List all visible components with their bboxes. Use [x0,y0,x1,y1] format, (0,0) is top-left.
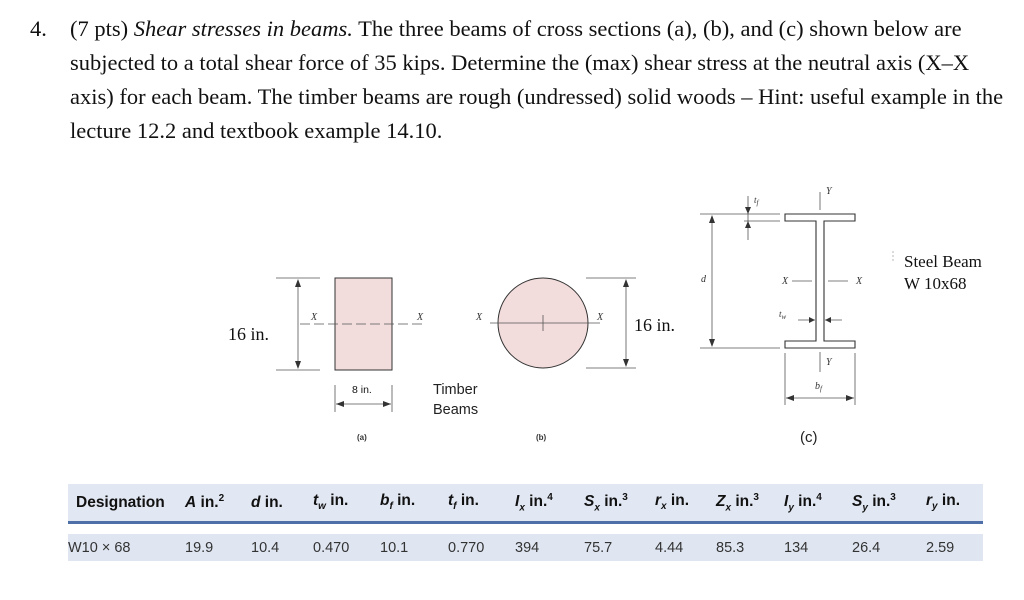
problem-title: Shear stresses in beams. [133,16,353,41]
section-properties-table [68,484,983,561]
label-a: (a) [357,433,367,442]
table-cell: 2.59 [926,539,955,556]
steel-caption-line2: W 10x68 [904,274,967,293]
column-header: $Z_x$ in.$^3$ [716,491,759,514]
axis-label-x-left-a: X [311,312,318,323]
axis-label-x-right-a: X [417,312,424,323]
table-row [68,534,983,561]
column-header: $r_y$ in. [926,492,960,513]
column-header: A in.$^2$ [185,492,225,512]
table-cell: 10.4 [251,539,280,556]
axis-label-x-right-c: X [856,276,863,287]
tw-label-sub: w [781,313,787,321]
beam-a-section [228,278,425,442]
table-cell: 4.44 [655,539,684,556]
circle-diameter-label: 16 in. [634,315,676,335]
svg-text:tw [779,309,787,321]
table-cell: 394 [515,539,540,556]
problem-text: The three beams of cross sections (a), (b), and (c) shown below are subjected to a total shear force of 35 kips. Determine the (max) shear stress at the neutral axis (X–X axis) for each beam. The timber beams are rough (undressed) solid woods – Hint: useful example in the lecture 12.2 and textbook example 14.10. [70,16,1004,143]
axis-label-y-top: Y [826,186,832,197]
axis-label-y-bottom: Y [826,357,832,368]
timber-width-label: 8 in. [352,384,372,396]
timber-height-label: 16 in. [228,324,270,344]
column-header: $r_x$ in. [655,492,689,513]
table-cell: 134 [784,539,809,556]
timber-caption-line2: Beams [433,402,479,418]
problem-number: 4. [30,16,47,41]
column-header: $S_x$ in.$^3$ [584,491,628,514]
table-cell: 26.4 [852,539,881,556]
table-cell: 0.770 [448,539,485,556]
column-header: $b_f$ in. [380,492,416,513]
axis-label-x-left-b: X [476,312,483,323]
column-header: $S_y$ in.$^3$ [852,491,896,514]
beam-c-section [700,186,863,446]
column-header: $I_y$ in.$^4$ [784,491,822,514]
svg-text:bf [815,381,823,393]
tw-label: t [779,309,782,319]
axis-label-x-left-c: X [782,276,789,287]
problem-points: (7 pts) [70,16,129,41]
table-cell: 10.1 [380,539,409,556]
table-cell: 19.9 [185,539,214,556]
depth-label: d [701,274,706,285]
column-header: $t_w$ in. [313,492,349,513]
tf-label: t [754,195,757,205]
bf-label-sub: f [820,385,822,393]
column-header: $I_x$ in.$^4$ [515,491,553,514]
beam-b-section [475,278,675,442]
label-b: (b) [536,433,547,442]
column-header: Designation [76,493,165,511]
svg-text:tf [754,195,760,207]
column-header: $t_f$ in. [448,492,479,513]
timber-caption-line1: Timber [433,382,478,398]
table-cell: 75.7 [584,539,613,556]
table-cell: W10 × 68 [68,539,131,556]
tf-label-sub: f [756,199,759,207]
column-header: d in. [251,493,283,511]
label-c: (c) [800,429,818,446]
table-cell: 0.470 [313,539,350,556]
axis-label-x-right-b: X [597,312,604,323]
table-cell: 85.3 [716,539,745,556]
bf-label: b [815,381,820,392]
steel-caption-line1: Steel Beam [904,252,982,271]
table-header-row [68,484,983,523]
